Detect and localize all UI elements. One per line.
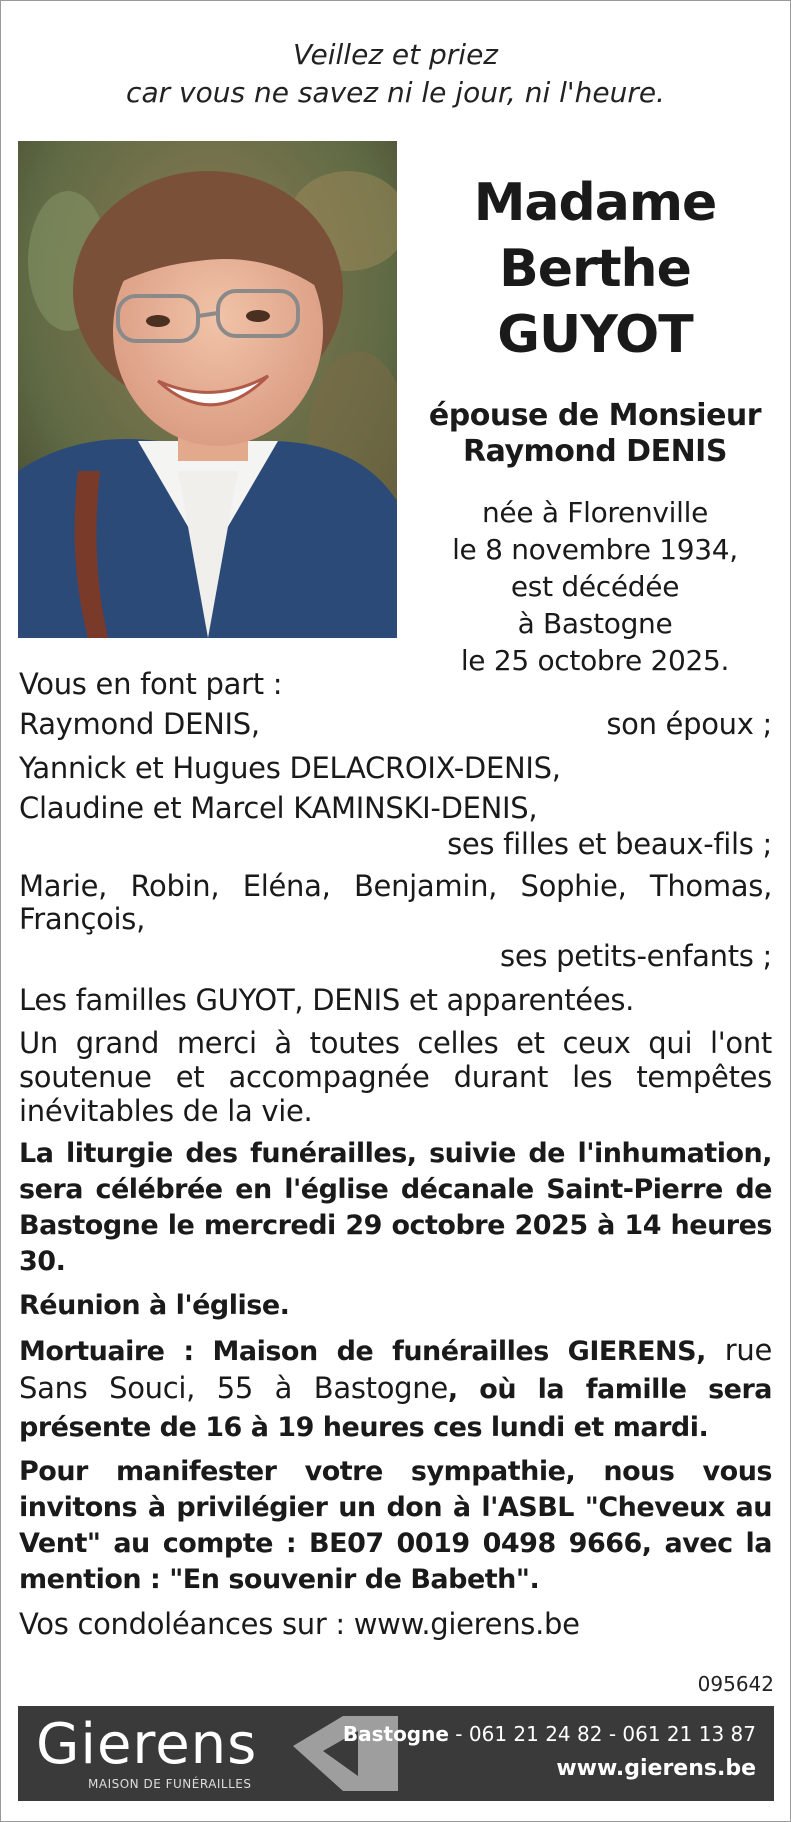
mortuary-text [19, 1332, 772, 1446]
birth-line: née à Florenville [481, 496, 709, 529]
donation-text: Pour manifester votre sympathie, nous vous invitons à privilégier un don à l'ASBL "Cheveux au Vent" au compte : BE07 0019 0498 9666, avec la mention : "En souvenir de Babeth". [19, 1456, 772, 1595]
epigraph [0, 36, 791, 112]
funeral-home-banner [18, 1706, 774, 1801]
spouse-line-1: épouse de Monsieur [428, 398, 762, 433]
mortuary-address: rue Sans Souci, 55 à Bastogne [19, 1333, 772, 1405]
deceased-title: Madame [473, 173, 717, 233]
daughters-line-2: Claudine et Marcel KAMINSKI-DENIS, [19, 791, 538, 825]
funeral-home-subtitle: MAISON DE FUNÉRAILLES [88, 1777, 252, 1791]
deceased-block [410, 170, 780, 679]
grandchildren-relation: ses petits-enfants ; [500, 939, 772, 973]
meeting-text: Réunion à l'église. [19, 1290, 290, 1321]
contact-city: Bastogne [342, 1722, 449, 1746]
daughters-relation: ses filles et beaux-fils ; [447, 827, 772, 861]
families-text: Les familles GUYOT, DENIS et apparentées. [19, 983, 635, 1017]
condolences-text: Vos condoléances sur : www.gierens.be [19, 1607, 580, 1641]
death-place: à Bastogne [517, 607, 673, 640]
logo-mark-icon [283, 1706, 403, 1801]
spouse-block [410, 398, 780, 470]
spouse-line-2: Raymond DENIS [463, 434, 727, 469]
death-line: est décédée [510, 570, 680, 603]
intro-text: Vous en font part : [19, 667, 283, 701]
contact-phones [343, 1722, 756, 1746]
death-date: le 25 octobre 2025. [460, 644, 730, 677]
phone-numbers: - 061 21 24 82 - 061 21 13 87 [448, 1722, 756, 1746]
epigraph-line-2: car vous ne savez ni le jour, ni l'heure. [126, 76, 665, 109]
spouse-name: Raymond DENIS, [19, 707, 260, 741]
announcement-body [19, 666, 772, 1642]
birth-death-block [410, 494, 780, 679]
reference-number: 095642 [697, 1672, 774, 1696]
birth-date: le 8 novembre 1934, [452, 533, 738, 566]
spouse-row [19, 706, 772, 742]
epigraph-line-1: Veillez et priez [293, 38, 498, 71]
mortuary-label: Mortuaire : Maison de funérailles GIERENS, [19, 1336, 706, 1367]
deceased-name: Berthe GUYOT [497, 239, 693, 365]
website-link[interactable]: www.gierens.be [556, 1756, 756, 1781]
spouse-relation: son époux ; [606, 707, 772, 741]
thanks-text: Un grand merci à toutes celles et ceux qui l'ont soutenue et accompagnée durant les tempêtes inévitables de la vie. [19, 1026, 772, 1128]
funeral-home-logo: Gierens [36, 1712, 258, 1777]
liturgy-text: La liturgie des funérailles, suivie de l'inhumation, sera célébrée en l'église décanale Saint-Pierre de Bastogne le mercredi 29 octobre 2025 à 14 heures 30. [19, 1138, 772, 1277]
grandchildren-list: Marie, Robin, Eléna, Benjamin, Sophie, Thomas, François, [19, 869, 772, 936]
daughters-line-1: Yannick et Hugues DELACROIX-DENIS, [19, 751, 561, 785]
portrait-photo [18, 141, 397, 638]
mortuary-hours: , où la famille sera présente de 16 à 19 heures ces lundi et mardi. [19, 1374, 772, 1443]
